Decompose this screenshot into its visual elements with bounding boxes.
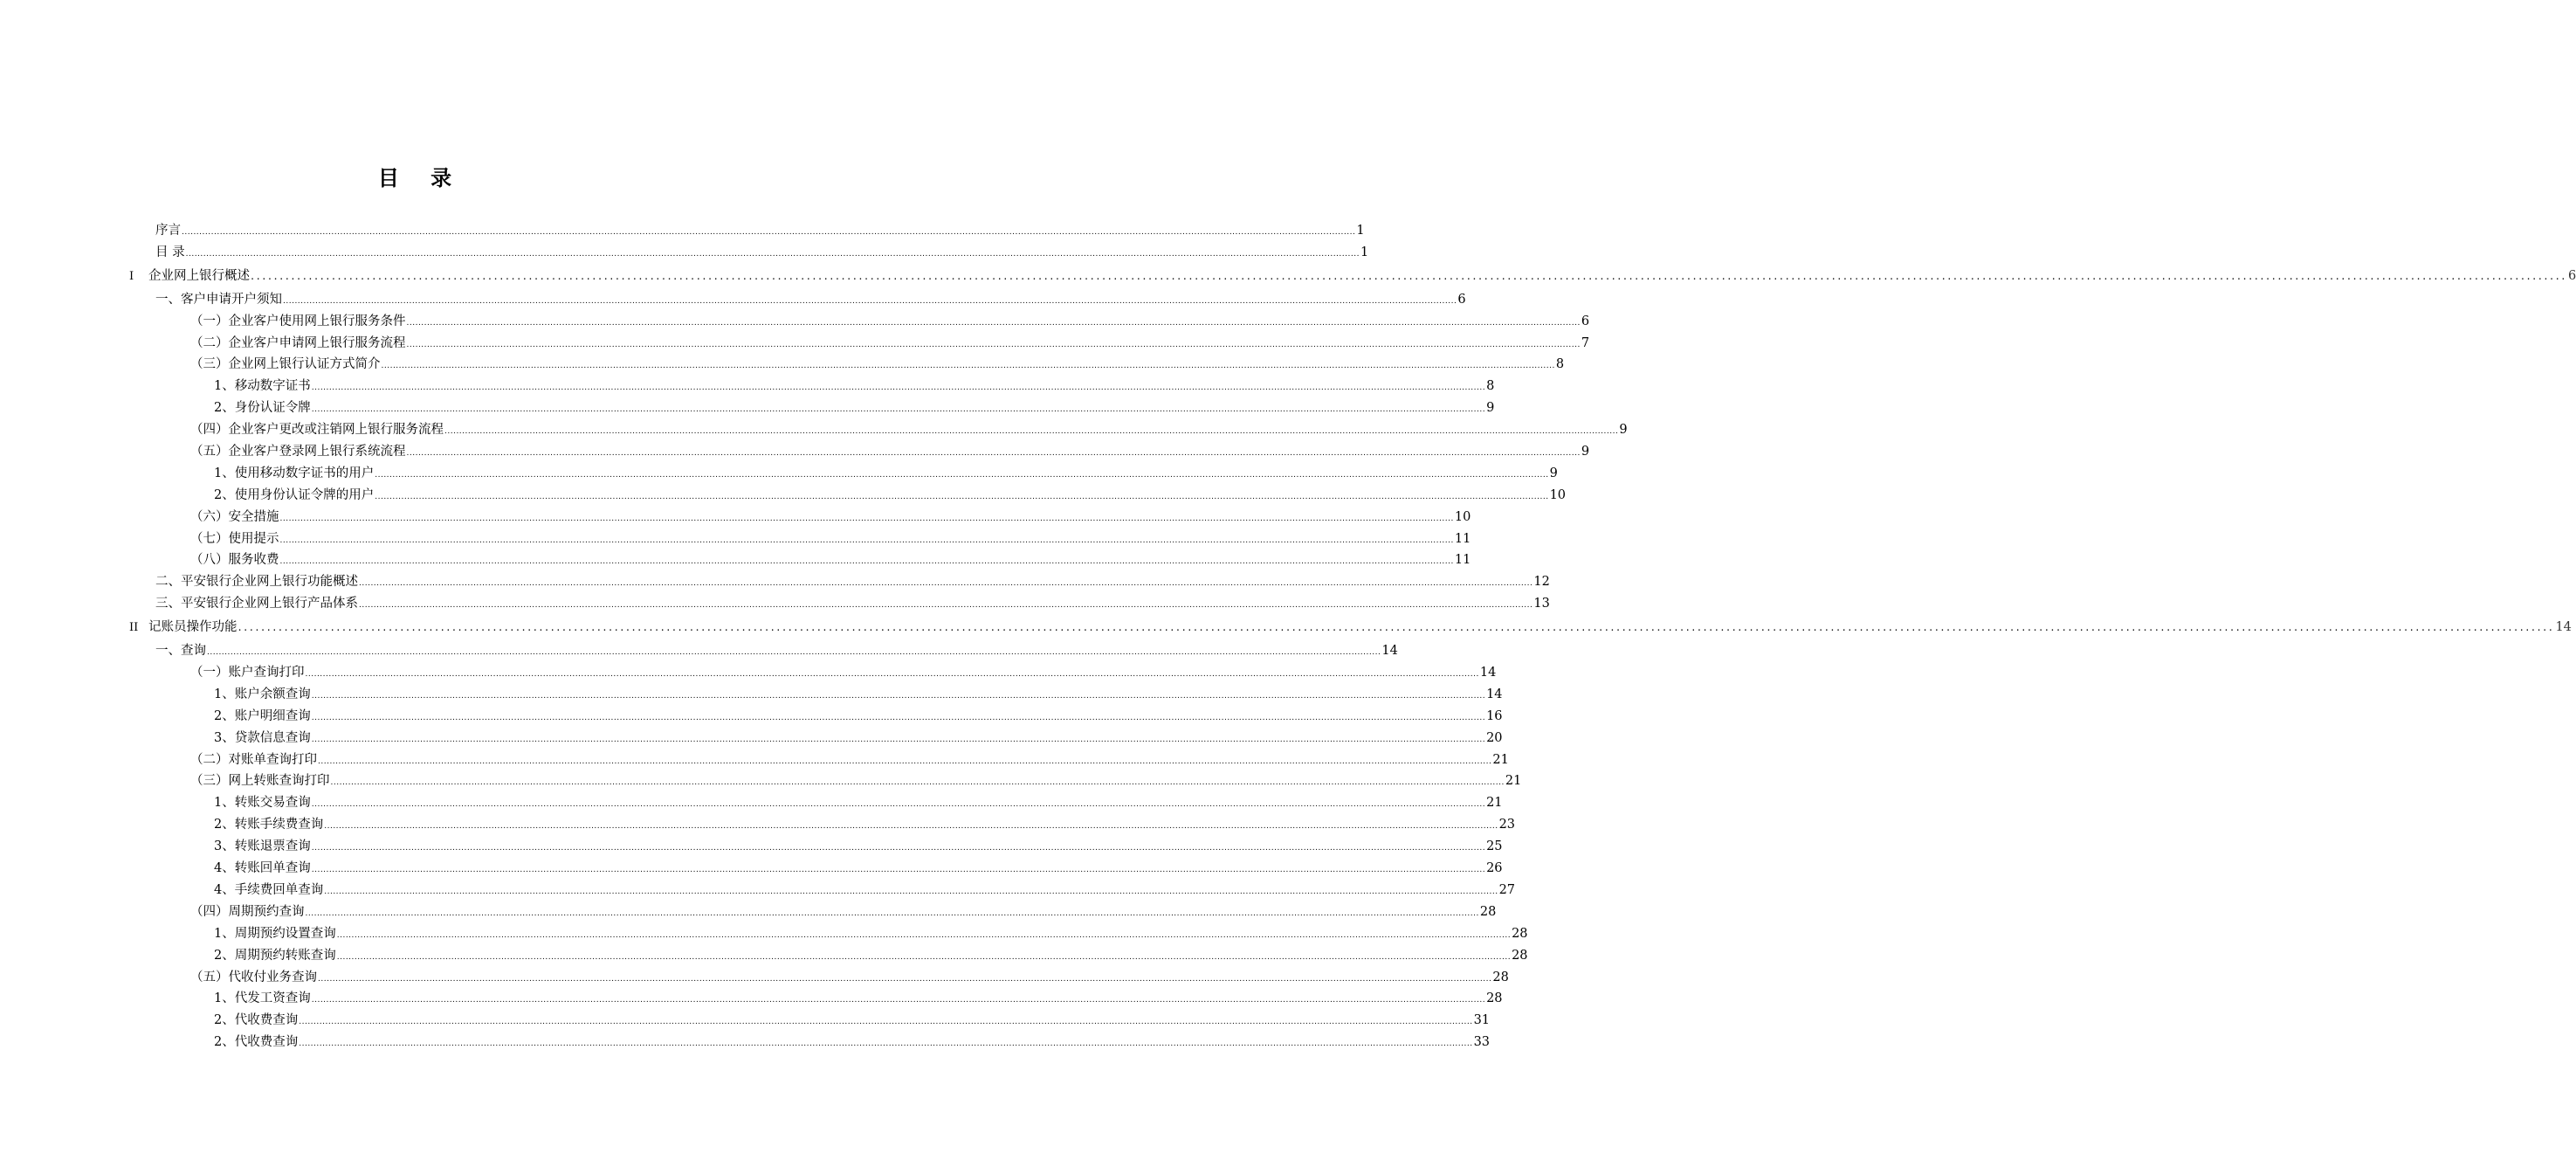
toc-entry-label: （四）企业客户更改或注销网上银行服务流程 [190, 423, 444, 438]
toc-entry-page: 7 [1581, 335, 1590, 350]
toc-entry-label: 序言 [155, 224, 181, 238]
toc-entry-label: 1、代发工资查询 [214, 991, 311, 1006]
toc-entry[interactable] [0, 728, 1503, 749]
toc-entry[interactable] [0, 770, 1522, 792]
toc-entry-label: 2、使用身份认证令牌的用户 [214, 487, 375, 502]
toc-entry-page: 1 [1360, 245, 1369, 259]
toc-entry-page: 23 [1498, 818, 1516, 832]
toc-entry-page: 31 [1473, 1013, 1491, 1028]
toc-entry-label: （五）代收付业务查询 [190, 970, 317, 984]
dot-leader: ................................................................................................................................................................................................................................................................................................................................................................................................................ [283, 296, 1457, 306]
toc-entry[interactable] [0, 814, 1516, 836]
toc-entry-label: （二）对账单查询打印 [190, 752, 317, 767]
dot-leader: ................................................................................................................................................................................................................................................................................................................................................................................................................ [185, 249, 1360, 259]
toc-entry-label: 记账员操作功能 [148, 620, 238, 635]
toc-entry-page: 33 [1473, 1035, 1491, 1050]
toc-entry-page: 16 [1486, 708, 1503, 723]
toc-entry-page: 14 [1486, 687, 1503, 701]
toc-entry-page: 21 [1492, 752, 1509, 767]
toc-entry-label: 4、手续费回单查询 [214, 882, 324, 897]
dot-leader: ................................................................................................................................................................................................................................................................................................................................................................................................................ [299, 1039, 1473, 1049]
toc-entry[interactable] [0, 988, 1503, 1010]
toc-entry[interactable] [0, 528, 1471, 550]
dot-leader: ................................................................................................................................................................................................................................................................................................................................................................................................................ [279, 557, 1454, 567]
dot-leader: ................................................................................................................................................................................................................................................................................................................................................................................................................ [406, 318, 1581, 328]
toc-entry[interactable] [0, 376, 1495, 397]
toc-entry[interactable] [0, 836, 1503, 858]
dot-leader: ................................................................................................................................................................................................................................................................................................................................................................................................................ [406, 340, 1581, 349]
toc-entry-label: 3、贷款信息查询 [214, 730, 311, 745]
toc-entry-page: 26 [1486, 861, 1503, 876]
toc-entry[interactable] [0, 333, 1590, 355]
toc-entry-page: 9 [1549, 466, 1558, 480]
toc-entry[interactable] [0, 397, 1495, 419]
toc-entry[interactable] [0, 706, 1503, 728]
toc-entry-label: （七）使用提示 [190, 531, 279, 546]
dot-leader: ................................................................................................................................................................................................................................................................................................................................................................................................................ [375, 492, 1549, 501]
toc-entry-label: 1、转账交易查询 [214, 796, 311, 811]
toc-entry[interactable] [0, 507, 1471, 528]
dot-leader: ................................................................................................................................................................................................................................................................................................................................................................................................................ [324, 822, 1498, 832]
dot-leader: ................................................................................................................................................................................................................................................................................................................................................................................................................ [182, 228, 1356, 237]
dot-leader: ................................................................................................................................................................................................................................................................................................................................................................................................................ [336, 930, 1512, 940]
toc-entry-page: 14 [2555, 620, 2572, 635]
toc-entry[interactable] [0, 289, 1466, 311]
toc-entry-page: 28 [1512, 948, 1528, 963]
toc-entry-label: 2、代收费查询 [214, 1035, 299, 1050]
toc-entry-label: （二）企业客户申请网上银行服务流程 [190, 335, 406, 350]
dot-leader: ................................................................................................................................................................................................................................................................................................................................................................................................................ [238, 621, 2555, 635]
toc-entry[interactable] [0, 684, 1503, 706]
toc-entry-label: （一）企业客户使用网上银行服务条件 [190, 314, 406, 328]
toc-entry[interactable] [0, 419, 1628, 441]
dot-leader: ................................................................................................................................................................................................................................................................................................................................................................................................................ [251, 269, 2567, 283]
toc-entry[interactable] [0, 1010, 1491, 1032]
toc-entry-label: 1、账户余额查询 [214, 687, 311, 701]
dot-leader: ................................................................................................................................................................................................................................................................................................................................................................................................................ [311, 691, 1486, 701]
toc-entry[interactable] [0, 441, 1590, 463]
toc-entry[interactable] [0, 880, 1516, 901]
toc-entry-label: 2、身份认证令牌 [214, 401, 311, 416]
dot-leader: ................................................................................................................................................................................................................................................................................................................................................................................................................ [336, 952, 1512, 962]
toc-entry-label: 2、周期预约转账查询 [214, 948, 336, 963]
toc-entry-page: 14 [1381, 644, 1398, 659]
toc-entry-label: （六）安全措施 [190, 509, 279, 524]
toc-entry-page: 9 [1581, 445, 1590, 459]
dot-leader: ................................................................................................................................................................................................................................................................................................................................................................................................................ [305, 670, 1479, 680]
dot-leader: ................................................................................................................................................................................................................................................................................................................................................................................................................ [359, 601, 1533, 611]
toc-entry-label: 企业网上银行概述 [148, 268, 250, 283]
toc-entry-label: 2、账户明细查询 [214, 708, 311, 723]
toc-entry-label: 1、周期预约设置查询 [214, 926, 336, 941]
toc-entry[interactable] [0, 485, 1567, 507]
toc-entry-label: （五）企业客户登录网上银行系统流程 [190, 445, 406, 459]
dot-leader: ................................................................................................................................................................................................................................................................................................................................................................................................................ [330, 778, 1505, 788]
dot-leader: ................................................................................................................................................................................................................................................................................................................................................................................................................ [444, 427, 1619, 437]
toc-entry-page: 21 [1505, 774, 1522, 789]
dot-leader: ................................................................................................................................................................................................................................................................................................................................................................................................................ [311, 866, 1486, 875]
toc-entry-label: 一、客户申请开户须知 [155, 292, 282, 307]
toc-entry-label: 一、查询 [155, 644, 206, 659]
toc-entry[interactable] [0, 593, 1550, 615]
toc-entry[interactable] [0, 901, 1497, 923]
toc-entry-label: 3、转账退票查询 [214, 839, 311, 854]
toc-entry-page: 8 [1555, 357, 1565, 372]
toc-entry-label: 1、移动数字证书 [214, 379, 311, 394]
dot-leader: ................................................................................................................................................................................................................................................................................................................................................................................................................ [406, 449, 1581, 459]
dot-leader: ................................................................................................................................................................................................................................................................................................................................................................................................................ [318, 756, 1492, 766]
toc-entry-page: 6 [1581, 314, 1590, 328]
toc-entry-page: 21 [1486, 796, 1503, 811]
toc-entry-page: 28 [1486, 991, 1503, 1006]
toc-entry[interactable] [0, 571, 1550, 593]
dot-leader: ................................................................................................................................................................................................................................................................................................................................................................................................................ [207, 648, 1381, 658]
toc-entry-page: 28 [1492, 970, 1509, 984]
toc-entry-page: 11 [1454, 531, 1471, 546]
dot-leader: ................................................................................................................................................................................................................................................................................................................................................................................................................ [279, 514, 1454, 523]
toc-entry-page: 9 [1486, 401, 1495, 416]
toc-entry[interactable] [0, 923, 1528, 945]
dot-leader: ................................................................................................................................................................................................................................................................................................................................................................................................................ [311, 844, 1486, 853]
part-number: I [129, 269, 134, 283]
toc-entry-page: 25 [1486, 839, 1503, 854]
toc-entry-label: 三、平安银行企业网上银行产品体系 [155, 597, 358, 611]
toc-entry[interactable] [0, 662, 1497, 684]
toc-entry-label: （三）网上转账查询打印 [190, 774, 330, 789]
toc-entry-page: 27 [1498, 882, 1516, 897]
toc-entry[interactable] [0, 463, 1558, 485]
part-number: II [129, 621, 139, 635]
dot-leader: ................................................................................................................................................................................................................................................................................................................................................................................................................ [324, 887, 1498, 896]
dot-leader: ................................................................................................................................................................................................................................................................................................................................................................................................................ [311, 405, 1486, 415]
dot-leader: ................................................................................................................................................................................................................................................................................................................................................................................................................ [318, 974, 1492, 984]
toc-entry[interactable] [0, 220, 1365, 242]
toc-entry-label: 1、使用移动数字证书的用户 [214, 466, 375, 480]
dot-leader: ................................................................................................................................................................................................................................................................................................................................................................................................................ [311, 996, 1486, 1005]
toc-entry-label: （八）服务收费 [190, 553, 279, 568]
toc-entry-page: 11 [1454, 553, 1471, 568]
toc-entry[interactable] [0, 749, 1509, 771]
dot-leader: ................................................................................................................................................................................................................................................................................................................................................................................................................ [305, 908, 1479, 918]
toc-entry-label: （四）周期预约查询 [190, 904, 305, 919]
toc-entry[interactable] [0, 967, 1509, 989]
toc-entry[interactable] [0, 615, 2572, 640]
toc-entry[interactable] [0, 354, 1565, 376]
toc-entry[interactable] [0, 792, 1503, 814]
toc-entry[interactable] [0, 945, 1528, 967]
toc-entry-page: 10 [1549, 487, 1567, 502]
toc-entry-page: 14 [1479, 666, 1497, 680]
toc-entry-page: 12 [1533, 575, 1550, 590]
toc-entry-page: 10 [1454, 509, 1471, 524]
toc-entry[interactable] [0, 264, 2576, 289]
toc-entry-label: 二、平安银行企业网上银行功能概述 [155, 575, 358, 590]
dot-leader: ................................................................................................................................................................................................................................................................................................................................................................................................................ [381, 362, 1555, 371]
toc-entry-label: （一）账户查询打印 [190, 666, 305, 680]
toc-entry[interactable] [0, 549, 1471, 571]
toc-entry-label: 4、转账回单查询 [214, 861, 311, 876]
toc-entry-page: 8 [1486, 379, 1495, 394]
dot-leader: ................................................................................................................................................................................................................................................................................................................................................................................................................ [311, 383, 1486, 393]
dot-leader: ................................................................................................................................................................................................................................................................................................................................................................................................................ [299, 1018, 1473, 1027]
toc-entry-page: 20 [1486, 730, 1503, 745]
toc-entry-page: 6 [1457, 292, 1466, 307]
dot-leader: ................................................................................................................................................................................................................................................................................................................................................................................................................ [279, 535, 1454, 545]
dot-leader: ................................................................................................................................................................................................................................................................................................................................................................................................................ [311, 713, 1486, 722]
toc-entry[interactable] [0, 858, 1503, 880]
toc-entry-label: （三）企业网上银行认证方式简介 [190, 357, 381, 372]
toc-entry-page: 28 [1512, 926, 1528, 941]
toc-entry-page: 13 [1533, 597, 1550, 611]
toc-entry-page: 1 [1356, 224, 1365, 238]
toc-entry[interactable] [0, 242, 1369, 264]
dot-leader: ................................................................................................................................................................................................................................................................................................................................................................................................................ [359, 579, 1533, 589]
toc-entry-page: 9 [1619, 423, 1628, 438]
toc-entry-label: 目 录 [155, 245, 185, 259]
toc-entry-label: 2、代收费查询 [214, 1013, 299, 1028]
toc-entry-page: 6 [2567, 268, 2576, 283]
toc-entry-page: 28 [1479, 904, 1497, 919]
toc-entry[interactable] [0, 640, 1398, 662]
toc-entry-label: 2、转账手续费查询 [214, 818, 324, 832]
dot-leader: ................................................................................................................................................................................................................................................................................................................................................................................................................ [375, 470, 1549, 480]
toc-entry[interactable] [0, 1032, 1491, 1053]
page-title: 目 录 [377, 166, 465, 190]
toc-entry[interactable] [0, 311, 1590, 333]
dot-leader: ................................................................................................................................................................................................................................................................................................................................................................................................................ [311, 800, 1486, 810]
table-of-contents [0, 220, 2576, 1053]
dot-leader: ................................................................................................................................................................................................................................................................................................................................................................................................................ [311, 735, 1486, 744]
